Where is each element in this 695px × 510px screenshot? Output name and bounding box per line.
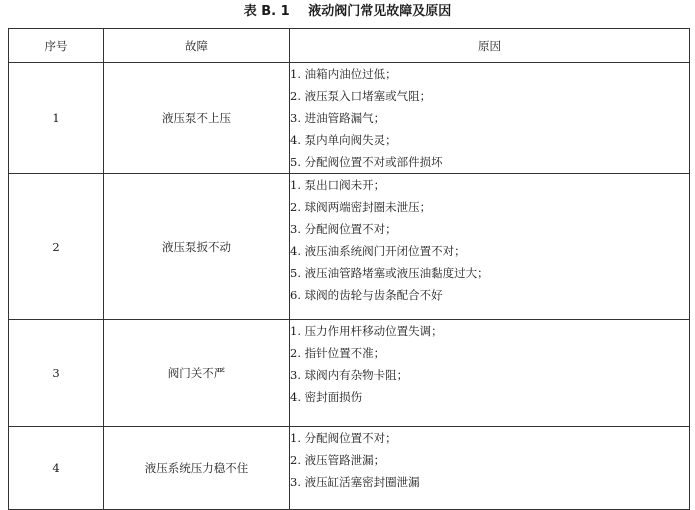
row-number: 4 — [9, 427, 104, 510]
fault-cell: 阀门关不严 — [104, 320, 290, 427]
cause-cell — [290, 63, 690, 174]
cause-item: 2. 液压泵入口堵塞或气阻； — [290, 89, 432, 103]
cause-item: 1. 泵出口阀未开； — [290, 178, 386, 192]
cause-item: 3. 进油管路漏气； — [290, 111, 386, 125]
cause-item: 4. 泵内单向阀失灵； — [290, 133, 397, 147]
cause-item: 2. 指针位置不准； — [290, 346, 386, 360]
cause-item: 2. 液压管路泄漏； — [290, 453, 386, 467]
cause-item: 1. 分配阀位置不对； — [290, 431, 397, 445]
cause-cell — [290, 427, 690, 510]
cause-item: 3. 分配阀位置不对； — [290, 222, 397, 236]
header-cause: 原因 — [290, 29, 690, 63]
table-header-row — [9, 29, 690, 63]
cause-list — [290, 320, 689, 408]
fault-cell: 液压泵不上压 — [104, 63, 290, 174]
row-number: 1 — [9, 63, 104, 174]
cause-item: 1. 压力作用杆移动位置失调； — [290, 324, 443, 338]
table-caption-label: 表 B. 1 — [243, 4, 290, 19]
cause-list — [290, 63, 689, 173]
table-row — [9, 320, 690, 427]
cause-item: 2. 球阀两端密封圈未泄压； — [290, 200, 432, 214]
fault-table — [8, 28, 690, 510]
cause-item: 5. 分配阀位置不对或部件损坏 — [290, 155, 443, 169]
cause-list — [290, 174, 689, 306]
cause-cell — [290, 320, 690, 427]
fault-cell: 液压系统压力稳不住 — [104, 427, 290, 510]
cause-item: 6. 球阀的齿轮与齿条配合不好 — [290, 288, 443, 302]
cause-list — [290, 427, 689, 493]
table-row — [9, 427, 690, 510]
cause-item: 4. 密封面损伤 — [290, 390, 363, 404]
table-row — [9, 63, 690, 174]
cause-item: 5. 液压油管路堵塞或液压油黏度过大； — [290, 266, 489, 280]
row-number: 2 — [9, 174, 104, 320]
cause-cell — [290, 174, 690, 320]
cause-item: 4. 液压油系统阀门开闭位置不对； — [290, 244, 466, 258]
row-number: 3 — [9, 320, 104, 427]
table-row — [9, 174, 690, 320]
table-caption-title: 液动阀门常见故障及原因 — [308, 4, 452, 19]
cause-item: 1. 油箱内油位过低； — [290, 67, 397, 81]
fault-cell: 液压泵扳不动 — [104, 174, 290, 320]
header-fault: 故障 — [104, 29, 290, 63]
table-caption — [0, 2, 695, 22]
cause-item: 3. 球阀内有杂物卡阻； — [290, 368, 409, 382]
header-no: 序号 — [9, 29, 104, 63]
cause-item: 3. 液压缸活塞密封圈泄漏 — [290, 475, 420, 489]
